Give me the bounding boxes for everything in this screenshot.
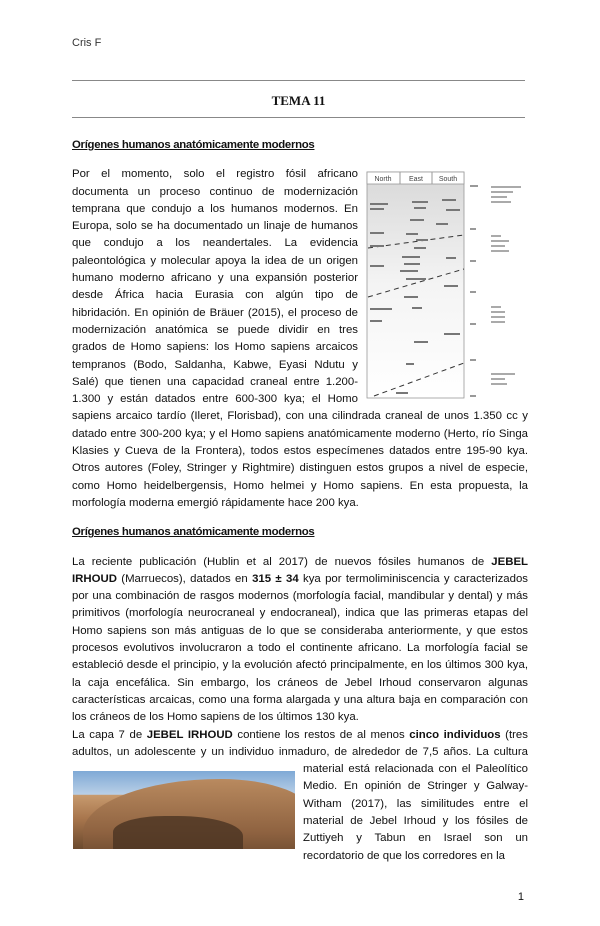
individuals-count: cinco individuos: [409, 728, 501, 741]
text-run: [72, 729, 528, 862]
header-author: Cris F: [72, 37, 102, 49]
site-name: JEBEL IRHOUD: [72, 555, 528, 585]
text-run: material está relacionada con el Paleolítico Medio. En opinión de Stringer y Galway-Witham (2017), las similitudes entre el material de Jebel Irhoud y los fósiles de Zuttiyeh y Tabun en Israel son un recordatorio de que los corredores en la: [303, 763, 528, 862]
section-paragraph: Por el momento, solo el registro fósil africano documenta un proceso continuo de modernización temprana que condujo a los humanos modernos. En Europa, solo se ha documentado un linaje de humanos que condujo a los neandertales. La evidencia paleontológica y molecular apoya la idea de un origen humano moderno africano y una expansión posterior desde África hacia Eurasia con algún tipo de hibridación. En opinión de Bräuer (2015), el proceso de modernización anatómica se puede dividir en tres grados de Homo sapiens: los Homo sapiens arcaicos tempranos (Bodo, Saldanha, Kabwe, Eyasi Ndutu y Salé) que tienen una capacidad craneal entre 1.200-1.300 y están datados entre 600-300 kya; el Homo sapiens arcaico tardío (Ileret, Florisbad), con una cilindrada craneal de unos 1.350 cc y datado entre 300-200 kya; y el Homo sapiens anatómicamente moderno (Herto, río Singa Klasies y Cueva de la Frontera), todos estos especímenes datados entre 195-90 kya. Otros autores (Foley, Stringer y Rightmire) distinguen estos grupos a nivel de especie, como Homo heidelbergensis, Homo helmei y Homo sapiens. En esta propuesta, la morfología moderna emergió rápidamente hace 200 kya.: [72, 168, 528, 509]
dating-value: 315 ± 34: [252, 572, 299, 585]
time-scale: [470, 185, 478, 397]
text-run: (Marruecos), datados en: [116, 572, 253, 585]
jebel-irhoud-excavation-photo: [73, 771, 295, 849]
section-paragraph: [72, 554, 528, 727]
section-heading: Orígenes humanos anatómicamente modernos: [72, 139, 315, 151]
section-paragraph: [72, 727, 528, 865]
figure-column-north: North: [374, 176, 392, 184]
section-heading: Orígenes humanos anatómicamente modernos: [72, 526, 315, 539]
text-run: (tres adultos, un adolescente y un individuo inmaduro, de alrededor de 7,5 años. La cultura: [72, 728, 528, 758]
page-title: TEMA 11: [271, 93, 326, 108]
figure-column-east: East: [408, 176, 424, 184]
site-name: JEBEL IRHOUD: [146, 728, 233, 741]
chronology-diagram: [366, 171, 528, 399]
text-run: kya por termoliminiscencia y caracterizados por una combinación de rasgos modernos (morfología facial, mandibular y dental) y más primitivos (morfología neurocraneal y endocraneal), indica que las primeras etapas del Homo sapiens son más antiguas de lo que se consideraba anteriormente, y que estos procesos evolutivos involucraron a todo el continente africano. La morfología facial se estableció desde el principio, y la evolución afectó principalmente, en los últimos 300 kya, la caja encefálica. Sin embargo, los cráneos de Jebel Irhoud conservaron algunas características arcaicas, como una forma alargada y una altura baja en comparación con los cráneos de los Homo sapiens de los últimos 130 kya.: [72, 572, 529, 724]
page-number: 1: [517, 890, 524, 903]
excavation-pit: [113, 816, 243, 849]
text-run: La capa 7 de: [72, 728, 147, 741]
grade-labels: [491, 186, 521, 385]
text-run: contiene los restos de al menos: [232, 728, 410, 741]
text-run: La reciente publicación (Hublin et al 2017) de nuevos fósiles humanos de: [72, 555, 492, 568]
figure-column-south: South: [438, 176, 458, 184]
document-body: [72, 0, 528, 926]
hominin-chronology-figure: [366, 171, 528, 399]
